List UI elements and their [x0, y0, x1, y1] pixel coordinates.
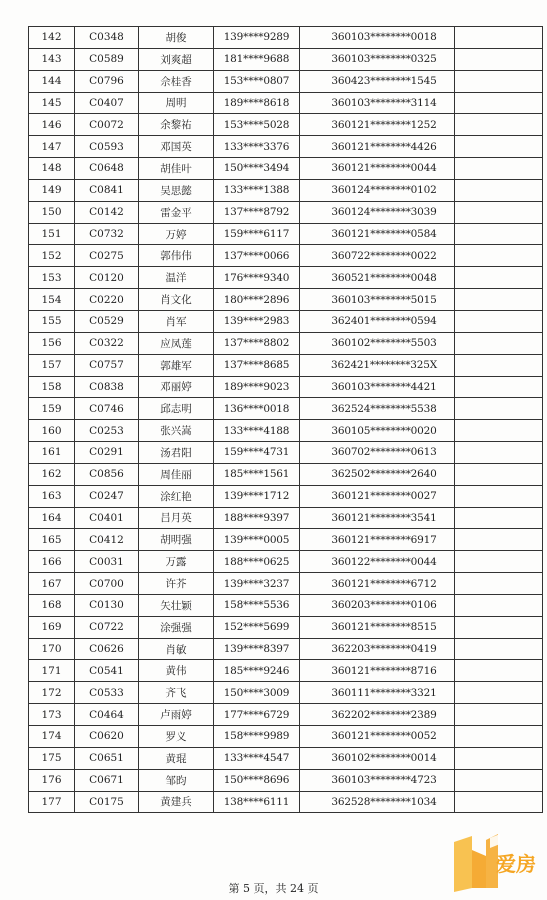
blank-cell	[455, 223, 543, 245]
applicant-name-cell: 矢壮颖	[139, 594, 214, 616]
id-number-cell: 360102********0014	[300, 747, 455, 769]
applicant-name-cell: 涂强强	[139, 616, 214, 638]
applicant-name-cell: 黄琨	[139, 747, 214, 769]
table-row	[29, 638, 543, 660]
applicant-name-cell: 邱志明	[139, 398, 214, 420]
applicant-code-cell: C0541	[75, 660, 139, 682]
id-number-cell: 362202********2389	[300, 704, 455, 726]
blank-cell	[455, 332, 543, 354]
table-row	[29, 158, 543, 180]
id-number-cell: 360121********0052	[300, 726, 455, 748]
phone-number-cell: 139****8397	[214, 638, 300, 660]
phone-number-cell: 139****1712	[214, 485, 300, 507]
row-number-cell: 170	[29, 638, 75, 660]
applicant-name-cell: 卢雨婷	[139, 704, 214, 726]
table-row	[29, 245, 543, 267]
table-row	[29, 332, 543, 354]
table-row	[29, 398, 543, 420]
applicant-name-cell: 齐飞	[139, 682, 214, 704]
applicant-name-cell: 肖敏	[139, 638, 214, 660]
blank-cell	[455, 201, 543, 223]
id-number-cell: 360124********3039	[300, 201, 455, 223]
row-number-cell: 149	[29, 179, 75, 201]
applicant-name-cell: 汤君阳	[139, 442, 214, 464]
table-row	[29, 92, 543, 114]
applicant-name-cell: 吕月英	[139, 507, 214, 529]
row-number-cell: 159	[29, 398, 75, 420]
blank-cell	[455, 310, 543, 332]
row-number-cell: 148	[29, 158, 75, 180]
blank-cell	[455, 660, 543, 682]
blank-cell	[455, 289, 543, 311]
blank-cell	[455, 245, 543, 267]
id-number-cell: 360103********3114	[300, 92, 455, 114]
row-number-cell: 160	[29, 420, 75, 442]
blank-cell	[455, 179, 543, 201]
phone-number-cell: 133****1388	[214, 179, 300, 201]
blank-cell	[455, 267, 543, 289]
applicant-code-cell: C0757	[75, 354, 139, 376]
applicant-code-cell: C0593	[75, 136, 139, 158]
applicant-code-cell: C0175	[75, 791, 139, 813]
row-number-cell: 165	[29, 529, 75, 551]
roster-table	[28, 26, 543, 813]
table-row	[29, 376, 543, 398]
phone-number-cell: 177****6729	[214, 704, 300, 726]
applicant-code-cell: C0529	[75, 310, 139, 332]
table-row	[29, 48, 543, 70]
applicant-name-cell: 胡佳叶	[139, 158, 214, 180]
applicant-name-cell: 胡俊	[139, 27, 214, 49]
phone-number-cell: 139****9289	[214, 27, 300, 49]
blank-cell	[455, 92, 543, 114]
applicant-code-cell: C0722	[75, 616, 139, 638]
table-row	[29, 267, 543, 289]
id-number-cell: 360121********6712	[300, 573, 455, 595]
applicant-code-cell: C0322	[75, 332, 139, 354]
applicant-code-cell: C0401	[75, 507, 139, 529]
row-number-cell: 151	[29, 223, 75, 245]
applicant-name-cell: 周明	[139, 92, 214, 114]
applicant-code-cell: C0533	[75, 682, 139, 704]
applicant-name-cell: 刘爽超	[139, 48, 214, 70]
row-number-cell: 154	[29, 289, 75, 311]
blank-cell	[455, 747, 543, 769]
row-number-cell: 169	[29, 616, 75, 638]
phone-number-cell: 188****0625	[214, 551, 300, 573]
row-number-cell: 158	[29, 376, 75, 398]
applicant-code-cell: C0796	[75, 70, 139, 92]
phone-number-cell: 185****1561	[214, 463, 300, 485]
id-number-cell: 362528********1034	[300, 791, 455, 813]
applicant-name-cell: 雷金平	[139, 201, 214, 223]
applicant-code-cell: C0700	[75, 573, 139, 595]
id-number-cell: 360103********0018	[300, 27, 455, 49]
applicant-name-cell: 邹昀	[139, 769, 214, 791]
blank-cell	[455, 769, 543, 791]
applicant-code-cell: C0464	[75, 704, 139, 726]
table-row	[29, 70, 543, 92]
phone-number-cell: 137****8685	[214, 354, 300, 376]
table-row	[29, 354, 543, 376]
row-number-cell: 163	[29, 485, 75, 507]
id-number-cell: 360203********0106	[300, 594, 455, 616]
table-row	[29, 660, 543, 682]
table-row	[29, 682, 543, 704]
blank-cell	[455, 594, 543, 616]
phone-number-cell: 139****0005	[214, 529, 300, 551]
blank-cell	[455, 158, 543, 180]
applicant-name-cell: 万露	[139, 551, 214, 573]
table-row	[29, 791, 543, 813]
phone-number-cell: 137****8792	[214, 201, 300, 223]
id-number-cell: 360111********3321	[300, 682, 455, 704]
id-number-cell: 360521********0048	[300, 267, 455, 289]
phone-number-cell: 137****8802	[214, 332, 300, 354]
blank-cell	[455, 48, 543, 70]
phone-number-cell: 188****9397	[214, 507, 300, 529]
row-number-cell: 150	[29, 201, 75, 223]
phone-number-cell: 185****9246	[214, 660, 300, 682]
row-number-cell: 147	[29, 136, 75, 158]
table-row	[29, 114, 543, 136]
phone-number-cell: 138****6111	[214, 791, 300, 813]
table-row	[29, 529, 543, 551]
applicant-code-cell: C0291	[75, 442, 139, 464]
row-number-cell: 157	[29, 354, 75, 376]
row-number-cell: 153	[29, 267, 75, 289]
watermark-text: 爱房	[496, 852, 536, 876]
phone-number-cell: 189****9023	[214, 376, 300, 398]
blank-cell	[455, 70, 543, 92]
id-number-cell: 362421********325X	[300, 354, 455, 376]
id-number-cell: 360121********0044	[300, 158, 455, 180]
blank-cell	[455, 616, 543, 638]
phone-number-cell: 139****3237	[214, 573, 300, 595]
page-footer: 第 5 页，共 24 页	[228, 882, 319, 895]
row-number-cell: 144	[29, 70, 75, 92]
table-row	[29, 442, 543, 464]
blank-cell	[455, 136, 543, 158]
phone-number-cell: 159****6117	[214, 223, 300, 245]
applicant-name-cell: 罗义	[139, 726, 214, 748]
id-number-cell: 360122********0044	[300, 551, 455, 573]
row-number-cell: 143	[29, 48, 75, 70]
phone-number-cell: 158****5536	[214, 594, 300, 616]
applicant-code-cell: C0746	[75, 398, 139, 420]
phone-number-cell: 133****4547	[214, 747, 300, 769]
row-number-cell: 168	[29, 594, 75, 616]
phone-number-cell: 150****3009	[214, 682, 300, 704]
id-number-cell: 362203********0419	[300, 638, 455, 660]
table-row	[29, 201, 543, 223]
table-row	[29, 769, 543, 791]
row-number-cell: 145	[29, 92, 75, 114]
applicant-name-cell: 周佳丽	[139, 463, 214, 485]
table-row	[29, 616, 543, 638]
row-number-cell: 152	[29, 245, 75, 267]
id-number-cell: 360121********8515	[300, 616, 455, 638]
applicant-code-cell: C0348	[75, 27, 139, 49]
phone-number-cell: 153****5028	[214, 114, 300, 136]
blank-cell	[455, 27, 543, 49]
id-number-cell: 360103********0325	[300, 48, 455, 70]
applicant-code-cell: C0120	[75, 267, 139, 289]
row-number-cell: 172	[29, 682, 75, 704]
id-number-cell: 360722********0022	[300, 245, 455, 267]
phone-number-cell: 133****3376	[214, 136, 300, 158]
id-number-cell: 360423********1545	[300, 70, 455, 92]
applicant-code-cell: C0838	[75, 376, 139, 398]
row-number-cell: 164	[29, 507, 75, 529]
applicant-code-cell: C0412	[75, 529, 139, 551]
blank-cell	[455, 638, 543, 660]
applicant-code-cell: C0072	[75, 114, 139, 136]
id-number-cell: 360103********5015	[300, 289, 455, 311]
row-number-cell: 173	[29, 704, 75, 726]
table-row	[29, 179, 543, 201]
row-number-cell: 171	[29, 660, 75, 682]
blank-cell	[455, 507, 543, 529]
table-row	[29, 594, 543, 616]
blank-cell	[455, 551, 543, 573]
phone-number-cell: 153****0807	[214, 70, 300, 92]
row-number-cell: 167	[29, 573, 75, 595]
applicant-code-cell: C0589	[75, 48, 139, 70]
row-number-cell: 155	[29, 310, 75, 332]
applicant-code-cell: C0407	[75, 92, 139, 114]
roster-table-body	[29, 27, 543, 813]
id-number-cell: 360102********5503	[300, 332, 455, 354]
id-number-cell: 360121********3541	[300, 507, 455, 529]
phone-number-cell: 189****8618	[214, 92, 300, 114]
applicant-name-cell: 应凤莲	[139, 332, 214, 354]
phone-number-cell: 150****8696	[214, 769, 300, 791]
applicant-name-cell: 郭伟伟	[139, 245, 214, 267]
blank-cell	[455, 682, 543, 704]
applicant-name-cell: 吴思懿	[139, 179, 214, 201]
applicant-name-cell: 邓丽婷	[139, 376, 214, 398]
table-row	[29, 289, 543, 311]
row-number-cell: 146	[29, 114, 75, 136]
blank-cell	[455, 398, 543, 420]
blank-cell	[455, 573, 543, 595]
applicant-code-cell: C0648	[75, 158, 139, 180]
id-number-cell: 362524********5538	[300, 398, 455, 420]
phone-number-cell: 133****4188	[214, 420, 300, 442]
applicant-code-cell: C0732	[75, 223, 139, 245]
applicant-code-cell: C0671	[75, 769, 139, 791]
blank-cell	[455, 376, 543, 398]
blank-cell	[455, 726, 543, 748]
phone-number-cell: 137****0066	[214, 245, 300, 267]
table-row	[29, 573, 543, 595]
table-row	[29, 136, 543, 158]
table-row	[29, 485, 543, 507]
row-number-cell: 156	[29, 332, 75, 354]
id-number-cell: 362401********0594	[300, 310, 455, 332]
blank-cell	[455, 114, 543, 136]
applicant-name-cell: 胡明强	[139, 529, 214, 551]
id-number-cell: 360121********1252	[300, 114, 455, 136]
id-number-cell: 360121********6917	[300, 529, 455, 551]
id-number-cell: 360121********8716	[300, 660, 455, 682]
applicant-name-cell: 邓国英	[139, 136, 214, 158]
applicant-code-cell: C0856	[75, 463, 139, 485]
applicant-code-cell: C0275	[75, 245, 139, 267]
applicant-name-cell: 郭雄军	[139, 354, 214, 376]
id-number-cell: 360124********0102	[300, 179, 455, 201]
blank-cell	[455, 529, 543, 551]
row-number-cell: 176	[29, 769, 75, 791]
table-row	[29, 463, 543, 485]
blank-cell	[455, 485, 543, 507]
applicant-code-cell: C0142	[75, 201, 139, 223]
phone-number-cell: 150****3494	[214, 158, 300, 180]
table-row	[29, 223, 543, 245]
applicant-name-cell: 万婷	[139, 223, 214, 245]
id-number-cell: 360105********0020	[300, 420, 455, 442]
applicant-name-cell: 黄伟	[139, 660, 214, 682]
id-number-cell: 360103********4421	[300, 376, 455, 398]
id-number-cell: 360121********4426	[300, 136, 455, 158]
applicant-name-cell: 黄建兵	[139, 791, 214, 813]
row-number-cell: 174	[29, 726, 75, 748]
applicant-name-cell: 佘桂香	[139, 70, 214, 92]
applicant-name-cell: 肖文化	[139, 289, 214, 311]
table-row	[29, 310, 543, 332]
id-number-cell: 360121********0027	[300, 485, 455, 507]
phone-number-cell: 159****4731	[214, 442, 300, 464]
row-number-cell: 161	[29, 442, 75, 464]
phone-number-cell: 176****9340	[214, 267, 300, 289]
blank-cell	[455, 704, 543, 726]
applicant-code-cell: C0220	[75, 289, 139, 311]
applicant-code-cell: C0253	[75, 420, 139, 442]
phone-number-cell: 139****2983	[214, 310, 300, 332]
id-number-cell: 362502********2640	[300, 463, 455, 485]
blank-cell	[455, 791, 543, 813]
phone-number-cell: 181****9688	[214, 48, 300, 70]
table-row	[29, 27, 543, 49]
phone-number-cell: 180****2896	[214, 289, 300, 311]
table-row	[29, 551, 543, 573]
table-row	[29, 704, 543, 726]
table-row	[29, 420, 543, 442]
applicant-name-cell: 余黎祐	[139, 114, 214, 136]
row-number-cell: 175	[29, 747, 75, 769]
applicant-name-cell: 肖军	[139, 310, 214, 332]
table-row	[29, 507, 543, 529]
applicant-code-cell: C0247	[75, 485, 139, 507]
phone-number-cell: 158****9989	[214, 726, 300, 748]
row-number-cell: 177	[29, 791, 75, 813]
row-number-cell: 162	[29, 463, 75, 485]
applicant-name-cell: 温洋	[139, 267, 214, 289]
blank-cell	[455, 463, 543, 485]
table-row	[29, 726, 543, 748]
id-number-cell: 360121********0584	[300, 223, 455, 245]
blank-cell	[455, 442, 543, 464]
table-row	[29, 747, 543, 769]
applicant-code-cell: C0651	[75, 747, 139, 769]
blank-cell	[455, 354, 543, 376]
row-number-cell: 142	[29, 27, 75, 49]
applicant-name-cell: 张兴嵩	[139, 420, 214, 442]
applicant-name-cell: 涂红艳	[139, 485, 214, 507]
applicant-code-cell: C0626	[75, 638, 139, 660]
applicant-code-cell: C0841	[75, 179, 139, 201]
id-number-cell: 360103********4723	[300, 769, 455, 791]
blank-cell	[455, 420, 543, 442]
phone-number-cell: 136****0018	[214, 398, 300, 420]
applicant-code-cell: C0130	[75, 594, 139, 616]
row-number-cell: 166	[29, 551, 75, 573]
id-number-cell: 360702********0613	[300, 442, 455, 464]
applicant-name-cell: 许芥	[139, 573, 214, 595]
phone-number-cell: 152****5699	[214, 616, 300, 638]
applicant-code-cell: C0620	[75, 726, 139, 748]
applicant-code-cell: C0031	[75, 551, 139, 573]
